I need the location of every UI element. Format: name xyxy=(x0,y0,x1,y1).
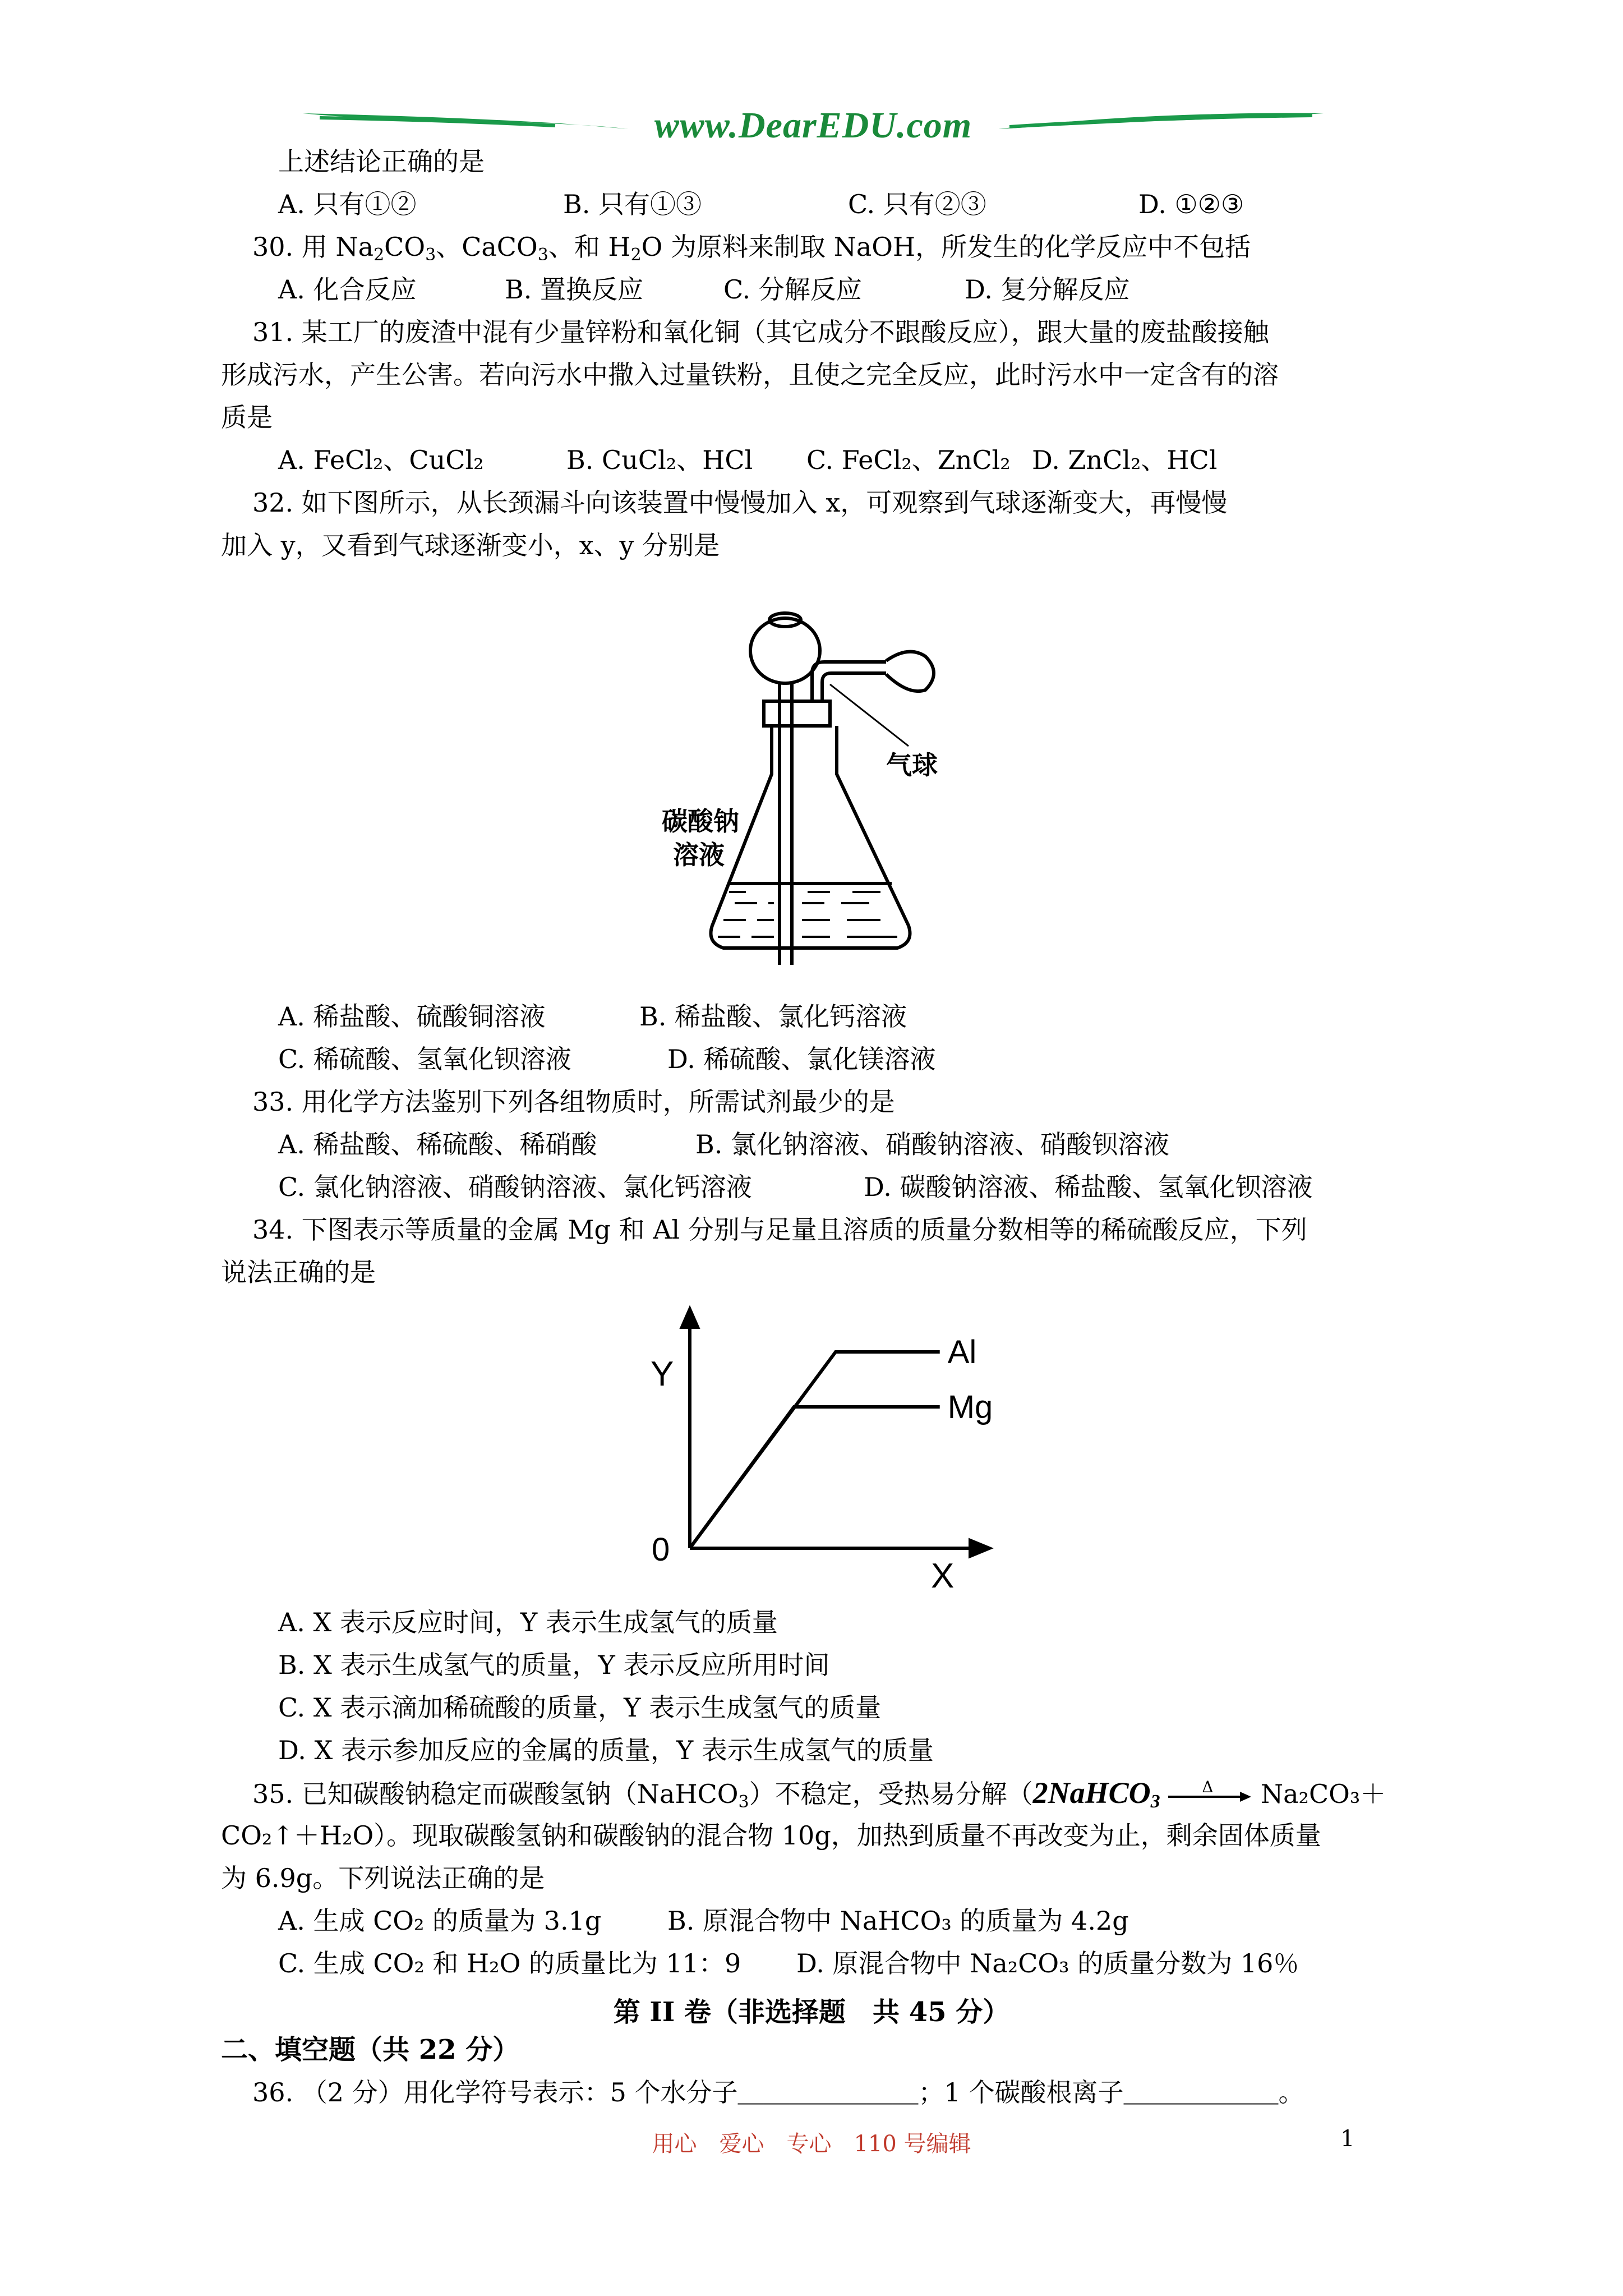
series-label-al: Al xyxy=(947,1334,977,1370)
q33-line1: 33. 用化学方法鉴别下列各组物质时，所需试剂最少的是 xyxy=(252,1087,895,1117)
q30-option-d: D. 复分解反应 xyxy=(965,274,1130,305)
y-axis-label: Y xyxy=(651,1355,674,1393)
q32-option-d: D. 稀硫酸、氯化镁溶液 xyxy=(667,1044,936,1074)
origin-label: 0 xyxy=(652,1531,670,1568)
q34-line1: 34. 下图表示等质量的金属 Mg 和 Al 分别与足量且溶质的质量分数相等的稀硫酸反应，下列 xyxy=(252,1214,1307,1245)
q34-line2: 说法正确的是 xyxy=(221,1257,376,1287)
flask-apparatus-figure xyxy=(662,589,976,982)
q36-text: 36. （2 分）用化学符号表示：5 个水分子＿＿＿＿＿＿＿；1 个碳酸根离子＿＿＿＿＿＿。 xyxy=(252,2077,1304,2108)
q35-option-d: D. 原混合物中 Na₂CO₃ 的质量分数为 16％ xyxy=(796,1948,1299,1978)
solution-label-1: 碳酸钠 xyxy=(662,806,739,836)
q31-line3: 质是 xyxy=(221,402,273,432)
q30-option-c: C. 分解反应 xyxy=(723,274,862,305)
q35-option-b: B. 原混合物中 NaHCO₃ 的质量为 4.2g xyxy=(667,1906,1129,1936)
q34-option-c: C. X 表示滴加稀硫酸的质量，Y 表示生成氢气的质量 xyxy=(278,1692,882,1723)
series-line-al xyxy=(690,1352,940,1548)
q31-option-a: A. FeCl₂、CuCl₂ xyxy=(278,445,484,475)
q31-option-d: D. ZnCl₂、HCl xyxy=(1032,445,1218,475)
solution-label-2: 溶液 xyxy=(673,840,725,870)
q30-option-b: B. 置换反应 xyxy=(505,274,644,305)
equation-reactant: 2NaHCO xyxy=(1032,1776,1151,1810)
balloon-label: 气球 xyxy=(886,750,938,780)
site-title: www.DearEDU.com xyxy=(654,105,972,146)
q32-option-a: A. 稀盐酸、硫酸铜溶液 xyxy=(278,1001,546,1032)
q35-line2: CO₂↑＋H₂O）。现取碳酸氢钠和碳酸钠的混合物 10g，加热到质量不再改变为止，剩余固体质量 xyxy=(221,1820,1321,1851)
q33-option-a: A. 稀盐酸、稀硫酸、稀硝酸 xyxy=(278,1129,597,1159)
part2-title: 第 II 卷（非选择题 共 45 分） xyxy=(613,1996,1010,2028)
q35-option-a: A. 生成 CO₂ 的质量为 3.1g xyxy=(278,1906,602,1936)
q32-option-c: C. 稀硫酸、氢氧化钡溶液 xyxy=(278,1044,571,1074)
q34-option-a: A. X 表示反应时间，Y 表示生成氢气的质量 xyxy=(278,1607,778,1637)
q31-line1: 31. 某工厂的废渣中混有少量锌粉和氧化铜（其它成分不跟酸反应），跟大量的废盐酸接触 xyxy=(252,317,1269,347)
heat-arrow: Δ xyxy=(1168,1785,1252,1807)
q31-option-b: B. CuCl₂、HCl xyxy=(566,445,753,475)
series-label-mg: Mg xyxy=(947,1389,993,1425)
q32-option-b: B. 稀盐酸、氯化钙溶液 xyxy=(639,1001,907,1032)
q29-option-d: D. ①②③ xyxy=(1138,189,1244,219)
q30-stem: 30. 用 $Na_2CO_3$、CaCO$_3$、和 $H_2O$ 为原料来制取 NaOH，所发生的化学反应中不包括 xyxy=(252,232,1251,265)
q35-line3: 为 6.9g。下列说法正确的是 xyxy=(221,1863,545,1893)
footer-text: 用心 爱心 专心 110 号编辑 xyxy=(652,2131,971,2157)
q29-option-a: A. 只有①② xyxy=(278,189,417,219)
site-header xyxy=(303,101,1324,151)
x-axis-label: X xyxy=(931,1557,955,1593)
q33-option-b: B. 氯化钠溶液、硝酸钠溶液、硝酸钡溶液 xyxy=(695,1129,1170,1159)
q32-line1: 32. 如下图所示，从长颈漏斗向该装置中慢慢加入 x，可观察到气球逐渐变大，再慢慢 xyxy=(252,487,1228,518)
q33-option-d: D. 碳酸钠溶液、稀盐酸、氢氧化钡溶液 xyxy=(864,1172,1313,1202)
section2-title: 二、填空题（共 22 分） xyxy=(221,2034,520,2065)
x-axis-arrow xyxy=(970,1540,989,1556)
q34-option-d: D. X 表示参加反应的金属的质量，Y 表示生成氢气的质量 xyxy=(278,1735,934,1765)
q31-line2: 形成污水，产生公害。若向污水中撒入过量铁粉，且使之完全反应，此时污水中一定含有的溶 xyxy=(221,360,1279,390)
q31-option-c: C. FeCl₂、ZnCl₂ xyxy=(806,445,1011,475)
q33-option-c: C. 氯化钠溶液、硝酸钠溶液、氯化钙溶液 xyxy=(278,1172,752,1202)
q32-line2: 加入 y，又看到气球逐渐变小，x、y 分别是 xyxy=(221,530,720,560)
q29-option-b: B. 只有①③ xyxy=(563,189,702,219)
y-axis-arrow xyxy=(682,1309,698,1327)
intro-text: 上述结论正确的是 xyxy=(278,146,485,177)
series-line-mg xyxy=(690,1407,940,1548)
q30-option-a: A. 化合反应 xyxy=(278,274,417,305)
q34-option-b: B. X 表示生成氢气的质量，Y 表示反应所用时间 xyxy=(278,1650,830,1680)
mg-al-line-chart xyxy=(639,1301,1032,1593)
page-number: 1 xyxy=(1340,2126,1355,2152)
q35-line1: 35. 已知碳酸钠稳定而碳酸氢钠（NaHCO$_3$）不稳定，受热易分解（2NaHCO$_3$ Δ Na₂CO₃＋ xyxy=(252,1776,1386,1812)
q35-option-c: C. 生成 CO₂ 和 H₂O 的质量比为 11：9 xyxy=(278,1948,741,1978)
q29-option-c: C. 只有②③ xyxy=(848,189,986,219)
